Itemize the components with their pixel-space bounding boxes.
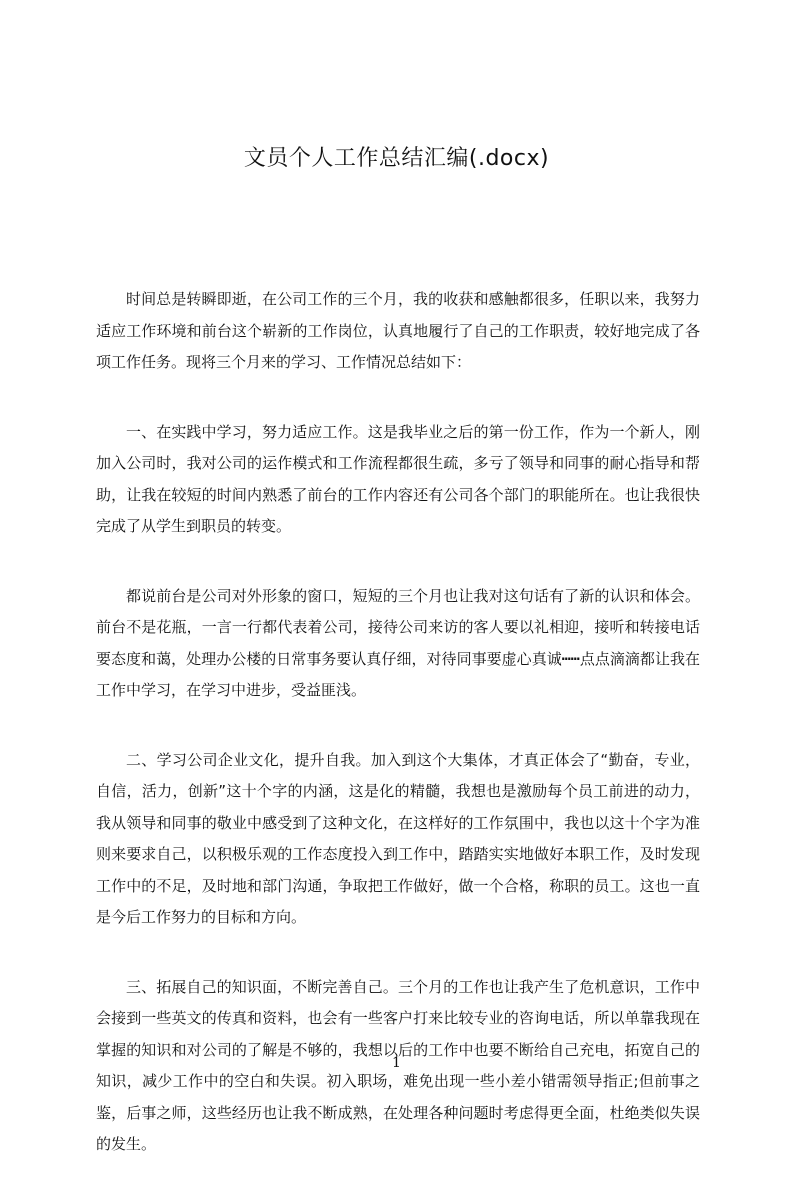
paragraph-intro: 时间总是转瞬即逝，在公司工作的三个月，我的收获和感触都很多，任职以来，我努力适应工作环境和前台这个崭新的工作岗位，认真地履行了自己的工作职责，较好地完成了各项工作任务。现将三个月来的学习、工作情况总结如下： (96, 290, 700, 371)
paragraph-section-one: 一、在实践中学习，努力适应工作。这是我毕业之后的第一份工作，作为一个新人，刚加入公司时，我对公司的运作模式和工作流程都很生疏，多亏了领导和同事的耐心指导和帮助，让我在较短的时间内熟悉了前台的工作内容还有公司各个部门的职能所在。也让我很快完成了从学生到职员的转变。 (96, 422, 700, 535)
paragraph-section-two: 二、学习公司企业文化，提升自我。加入到这个大集体，才真正体会了“勤奋，专业，自信，活力，创新”这十个字的内涵，这是化的精髓，我想也是激励每个员工前进的动力，我从领导和同事的敬业中感受到了这种文化，在这样好的工作氛围中，我也以这十个字为准则来要求自己，以积极乐观的工作态度投入到工作中，踏踏实实地做好本职工作，及时发现工作中的不足，及时地和部门沟通，争取把工作做好，做一个合格，称职的员工。这也一直是今后工作努力的目标和方向。 (96, 750, 700, 926)
page-number: 1 (392, 1055, 401, 1071)
paragraph-reception: 都说前台是公司对外形象的窗口，短短的三个月也让我对这句话有了新的认识和体会。前台不是花瓶，一言一行都代表着公司，接待公司来访的客人要以礼相迎，接听和转接电话要态度和蔼，处理办公楼的日常事务要认真仔细，对待同事要虚心真诚┅┅点点滴滴都让我在工作中学习，在学习中进步，受益匪浅。 (96, 586, 700, 699)
paragraph-section-three: 三、拓展自己的知识面，不断完善自己。三个月的工作也让我产生了危机意识，工作中会接到一些英文的传真和资料，也会有一些客户打来比较专业的咨询电话，所以单靠我现在掌握的知识和对公司的了解是不够的，我想以后的工作中也要不断给自己充电，拓宽自己的知识，减少工作中的空白和失误。初入职场，难免出现一些小差小错需领导指正;但前事之鉴，后事之师，这些经历也让我不断成熟，在处理各种问题时考虑得更全面，杜绝类似失误的发生。 (96, 977, 700, 1153)
document-title: 文员个人工作总结汇编(.docx) (243, 146, 550, 171)
